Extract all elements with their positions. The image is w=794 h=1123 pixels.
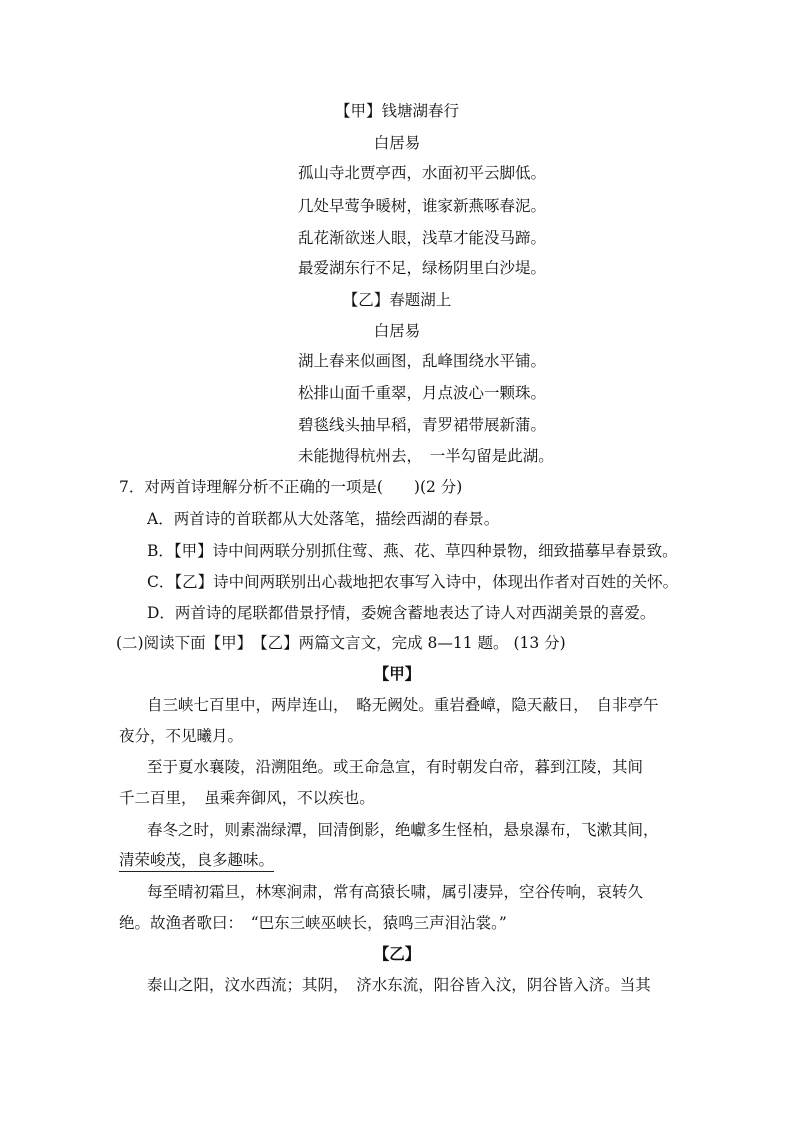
question-7-option-b: B．【甲】诗中间两联分别抓住莺、燕、花、草四种景物，细致描摹早春景致。 [147, 542, 678, 560]
paragraph-line: 绝。故渔者歌曰： “巴东三峡巫峡长，猿鸣三声泪沾裳。” [119, 914, 507, 932]
question-7-option-c: C．【乙】诗中间两联别出心裁地把农事写入诗中，体现出作者对百姓的关怀。 [147, 573, 679, 591]
paragraph-line: 春冬之时，则素湍绿潭，回清倒影，绝巘多生怪柏，悬泉瀑布，飞漱其间， [147, 821, 659, 839]
poem-a-line: 孤山寺北贾亭西，水面初平云脚低。 [298, 164, 547, 182]
underlined-phrase: 清荣峻茂，良多趣味。 [119, 850, 274, 872]
poem-b-title: 【乙】春题湖上 [342, 291, 452, 309]
question-7-option-a: A．两首诗的首联都从大处落笔，描绘西湖的春景。 [147, 510, 500, 528]
poem-a-line: 几处早莺争暖树，谁家新燕啄春泥。 [298, 197, 547, 215]
paragraph-line: 自三峡七百里中，两岸连山， 略无阙处。重岩叠嶂，隐天蔽日， 自非亭午 [147, 696, 659, 714]
poem-b-line: 碧毯线头抽早稻，青罗裙带展新蒲。 [298, 416, 547, 434]
poem-a-line: 乱花渐欲迷人眼，浅草才能没马蹄。 [298, 229, 547, 247]
poem-b-line: 湖上春来似画图，乱峰围绕水平铺。 [298, 352, 547, 370]
paragraph-line: 夜分，不见曦月。 [119, 727, 244, 745]
text-a-label: 【甲】 [373, 664, 421, 683]
question-7-stem: 7．对两首诗理解分析不正确的一项是( )(2 分) [119, 478, 463, 496]
poem-b-line: 松排山面千重翠，月点波心一颗珠。 [298, 384, 547, 402]
poem-b-line: 未能抛得杭州去， 一半勾留是此湖。 [298, 447, 554, 465]
poem-a-line: 最爱湖东行不足，绿杨阴里白沙堤。 [298, 259, 547, 277]
paragraph-line: 泰山之阳，汶水西流；其阴， 济水东流，阳谷皆入汶，阴谷皆入济。当其 [147, 976, 651, 994]
text-b-label: 【乙】 [373, 944, 421, 963]
poem-a-title: 【甲】钱塘湖春行 [334, 102, 459, 120]
paragraph-line: 千二百里， 虽乘奔御风，不以疾也。 [119, 789, 375, 807]
paragraph-line: 每至晴初霜旦，林寒涧肃，常有高猿长啸，属引凄异，空谷传响，哀转久 [147, 883, 644, 901]
paragraph-line: 至于夏水襄陵，沿溯阻绝。或王命急宣，有时朝发白帝，暮到江陵，其间 [147, 758, 644, 776]
poem-a-author: 白居易 [373, 134, 421, 152]
section-2-heading: (二)阅读下面【甲】 【乙】两篇文言文，完成 8—11 题。 (13 分) [116, 634, 566, 652]
question-7-option-d: D．两首诗的尾联都借景抒情，委婉含蓄地表达了诗人对西湖美景的喜爱。 [147, 604, 656, 622]
poem-b-author: 白居易 [373, 322, 421, 340]
